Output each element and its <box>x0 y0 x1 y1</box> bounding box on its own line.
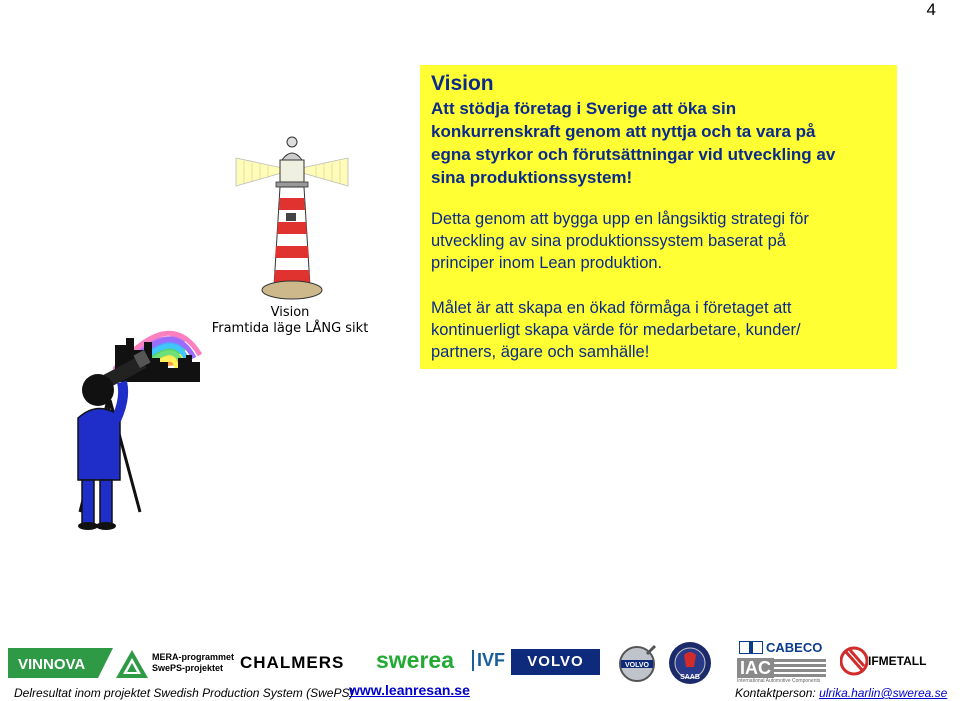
strategy-line: utveckling av sina produktionssystem baserat på <box>431 232 786 250</box>
iac-stripes-icon <box>774 659 826 677</box>
volvo-logo: VOLVO <box>511 649 600 675</box>
saab-logo <box>668 641 712 685</box>
ivf-logo: IVF <box>472 650 505 671</box>
vinnova-logo <box>8 648 113 678</box>
person-telescope-illustration <box>60 300 210 535</box>
vision-statement-line: sina produktionssystem! <box>431 168 633 187</box>
contact-email-link[interactable]: ulrika.harlin@swerea.se <box>819 686 948 700</box>
strategy-line: Detta genom att bygga upp en långsiktig strategi för <box>431 210 809 228</box>
vision-statement-line: egna styrkor och förutsättningar vid utveckling av <box>431 145 836 164</box>
goal-line: kontinuerligt skapa värde för medarbetare, kunder/ <box>431 321 801 339</box>
caption-line-1: Vision <box>270 305 310 320</box>
cabeco-logo: CABECO <box>766 640 823 655</box>
leanresan-link[interactable]: www.leanresan.se <box>349 682 470 698</box>
vinnova-logo-text: VINNOVA <box>18 656 86 673</box>
strategy-paragraph <box>431 208 893 274</box>
goal-line: partners, ägare och samhälle! <box>431 343 650 361</box>
iac-logo: IAC <box>737 658 774 678</box>
lighthouse-illustration <box>230 128 355 303</box>
volvo-round-text: VOLVO <box>625 662 649 669</box>
swerea-logo: swerea <box>376 647 455 673</box>
mera-line-1: MERA-programmet <box>152 652 235 662</box>
mera-line-2: SwePS-projektet <box>152 663 224 673</box>
illustration-caption <box>210 305 370 337</box>
ifmetall-logo: IFMETALL <box>868 654 927 668</box>
contact-label: Kontaktperson: <box>735 686 820 700</box>
vision-statement-line: Att stödja företag i Sverige att öka sin <box>431 99 737 118</box>
footer-contact <box>735 686 947 700</box>
cabeco-icon <box>739 641 763 654</box>
iac-subtitle: International Automotive Components <box>737 678 821 684</box>
mera-program-label <box>152 652 234 674</box>
page-number: 4 <box>926 0 936 19</box>
saab-text: SAAB <box>680 674 700 681</box>
caption-line-2: Framtida läge LÅNG sikt <box>211 321 369 336</box>
mera-triangle-icon <box>116 650 148 678</box>
chalmers-logo: CHALMERS <box>240 653 345 672</box>
goal-line: Målet är att skapa en ökad förmåga i företaget att <box>431 299 792 317</box>
ifmetall-icon <box>840 646 868 676</box>
volvo-round-logo <box>617 645 657 683</box>
vision-statement-line: konkurrenskraft genom att nyttja och ta vara på <box>431 122 816 141</box>
strategy-line: principer inom Lean produktion. <box>431 254 663 272</box>
vision-box <box>420 65 897 369</box>
vision-statement <box>431 97 891 189</box>
vision-title: Vision <box>431 72 494 95</box>
footer-project-text: Delresultat inom projektet Swedish Production System (SwePS) <box>14 686 354 700</box>
goal-paragraph <box>431 297 893 363</box>
